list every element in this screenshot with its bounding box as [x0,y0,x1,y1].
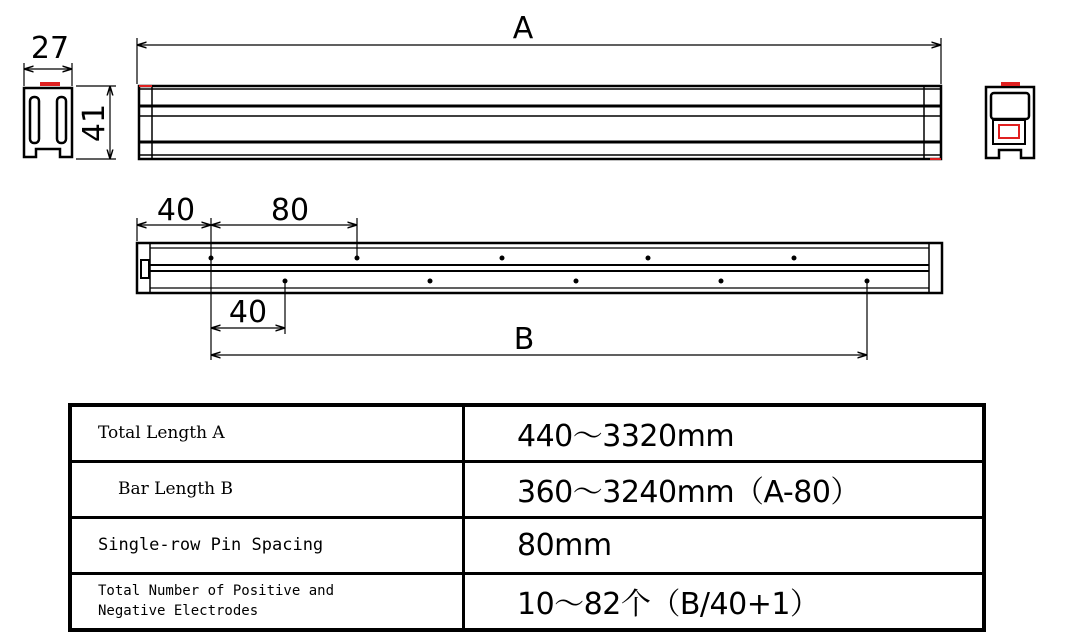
dim-label-a: A [512,11,534,46]
dim-label-40-bottom: 40 [228,295,268,330]
pin [500,256,505,261]
pin-view-bar [137,243,942,293]
table-row [70,405,984,461]
dim-label-b: B [513,322,535,357]
pin [574,279,579,284]
table-row [70,573,984,630]
table-row [70,517,984,573]
spec-value-pin-spacing: 80mm [464,517,985,573]
dim-label-27: 27 [30,31,70,66]
table-row [70,461,984,517]
spec-label-bar-length: Bar Length B [70,461,464,517]
spec-label-total-length: Total Length A [70,405,464,461]
spec-value-total-length: 440～3320mm [464,405,985,461]
dim-first-pin-40 [137,218,211,360]
dim-label-40-top: 40 [156,193,196,228]
pin [428,279,433,284]
spec-label-electrodes [70,573,464,630]
dim-label-41: 41 [77,103,112,143]
spec-value-electrodes: 10～82个（B/40+1） [464,573,985,630]
spec-value-bar-length: 360～3240mm（A-80） [464,461,985,517]
end-view-left [24,84,72,157]
spec-label-pin-spacing: Single-row Pin Spacing [70,517,464,573]
dim-total-length-a [137,38,941,84]
pin [719,279,724,284]
end-view-right [986,84,1034,158]
pin-dots [209,256,870,284]
spec-label-electrodes-line1: Total Number of Positive and [98,583,335,600]
pin [792,256,797,261]
dim-label-80: 80 [270,193,310,228]
side-view-bar [139,86,941,159]
pin [646,256,651,261]
spec-table [68,403,986,632]
spec-label-electrodes-line2: Negative Electrodes [98,603,259,620]
